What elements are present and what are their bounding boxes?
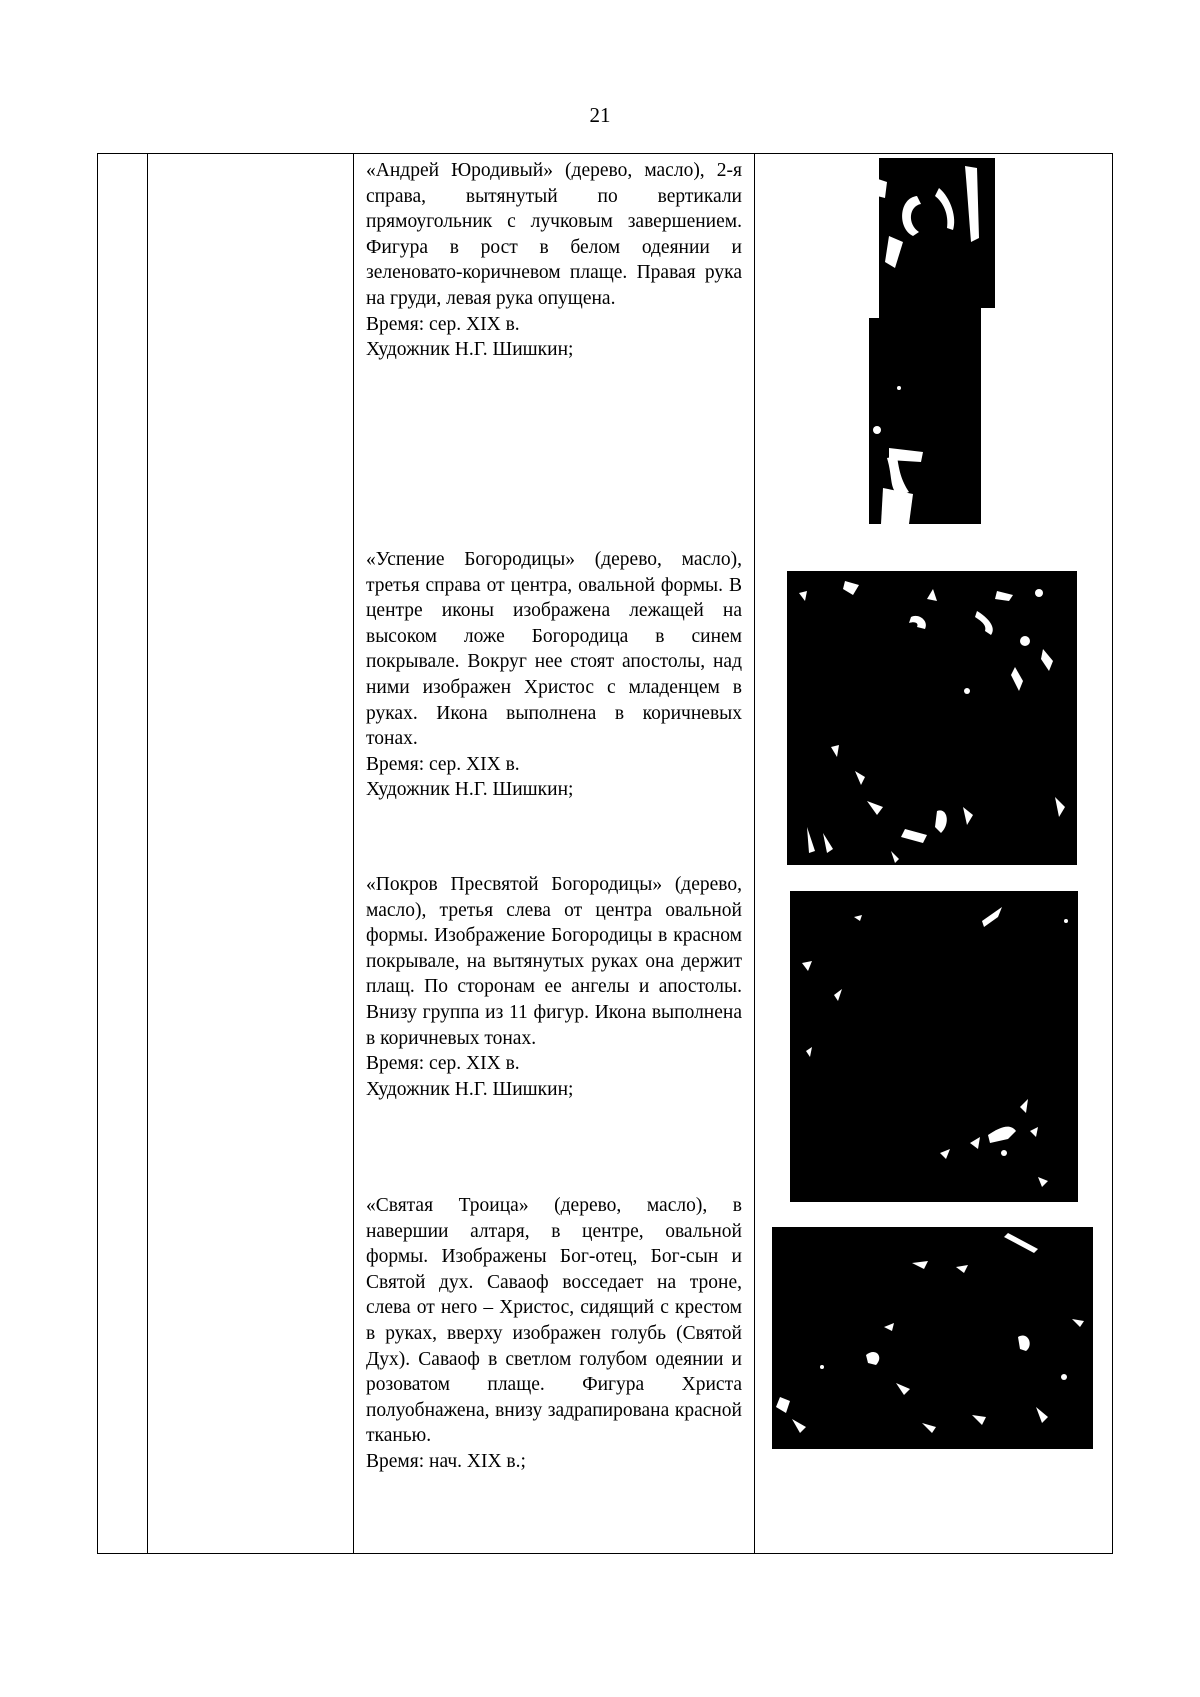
document-table (97, 153, 1113, 1554)
entry-description: «Святая Троица» (дерево, масло), в навершии алтаря, в центре, овальной формы. Изображены Бог-отец, Бог-сын и Святой дух. Саваоф восседает на троне, слева от него – Христос, сидящий с крестом в руках, вверху изображен голубь (Святой Дух). Саваоф в светлом голубом одеянии и розоватом плаще. Фигура Христа полуобнажена, внизу задрапирована красной тканью. (366, 1195, 742, 1447)
icon-entry-troitsa (366, 1193, 742, 1475)
entry-time: Время: сер. XIX в. (366, 753, 520, 775)
photo-pokrov-bogoroditsy (790, 891, 1078, 1202)
entry-artist: Художник Н.Г. Шишкин; (366, 779, 574, 801)
column-divider (353, 154, 354, 1553)
photo-uspenie-bogoroditsy (787, 571, 1077, 865)
photo-svyataya-troitsa (772, 1227, 1093, 1449)
entry-description: «Покров Пресвятой Богородицы» (дерево, масло), третья слева от центра овальной формы. Изображение Богородицы в красном покрывале, на вытянутых руках она держит плащ. По сторонам ее ангелы и апостолы. Внизу группа из 11 фигур. Икона выполнена в коричневых тонах. (366, 874, 742, 1049)
entry-time: Время: нач. XIX в.; (366, 1450, 526, 1472)
column-divider (147, 154, 148, 1553)
photo-andrey-yurodivy (869, 158, 995, 524)
column-divider (754, 154, 755, 1553)
entry-time: Время: сер. XIX в. (366, 313, 520, 335)
icon-entry-pokrov (366, 872, 742, 1102)
entry-artist: Художник Н.Г. Шишкин; (366, 339, 574, 361)
page-number: 21 (589, 103, 611, 127)
entry-artist: Художник Н.Г. Шишкин; (366, 1078, 574, 1100)
icon-entry-uspenie (366, 547, 742, 803)
entry-time: Время: сер. XIX в. (366, 1053, 520, 1075)
icon-entry-andrey (366, 158, 742, 363)
entry-description: «Андрей Юродивый» (дерево, масло), 2-я справа, вытянутый по вертикали прямоугольник с лучковым завершением. Фигура в рост в белом одеянии и зеленовато-коричневом плаще. Правая рука на груди, левая рука опущена. (366, 160, 742, 309)
entry-description: «Успение Богородицы» (дерево, масло), третья справа от центра, овальной формы. В центре иконы изображена лежащей на высоком ложе Богородица в синем покрывале. Вокруг нее стоят апостолы, над ними изображен Христос с младенцем в руках. Икона выполнена в коричневых тонах. (366, 549, 742, 750)
